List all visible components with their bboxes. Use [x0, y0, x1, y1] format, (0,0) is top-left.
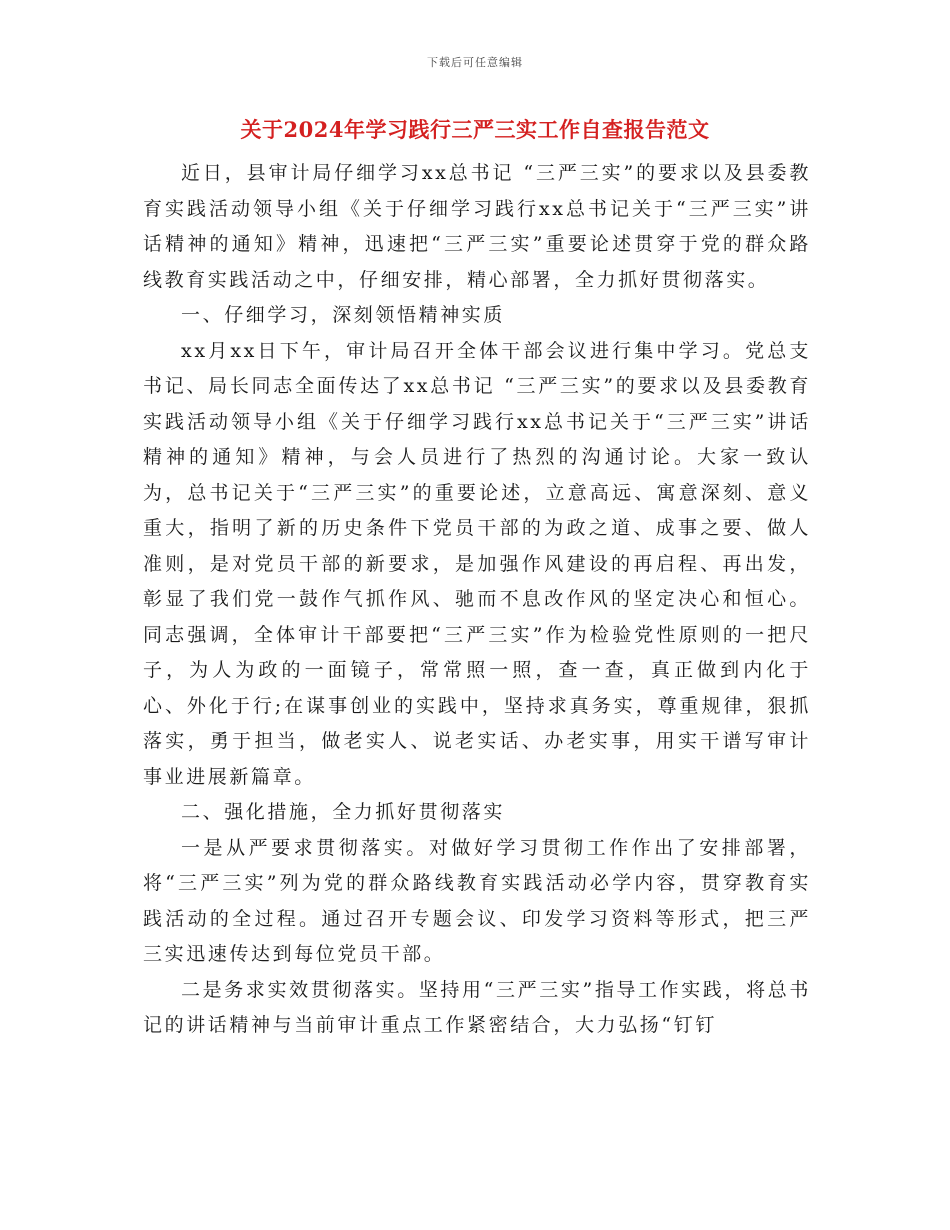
document-body [143, 156, 811, 1044]
paragraph-intro: 近日，县审计局仔细学习xx总书记 “三严三实”的要求以及县委教育实践活动领导小组《关于仔细学习践行xx总书记关于“三严三实”讲话精神的通知》精神，迅速把“三严三实”重要论述贯穿于党的群众路线教育实践活动之中，仔细安排，精心部署，全力抓好贯彻落实。 [143, 162, 811, 291]
paragraph-measure-2: 二是务求实效贯彻落实。坚持用“三严三实”指导工作实践，将总书记的讲话精神与当前审计重点工作紧密结合，大力弘扬“钉钉 [143, 978, 811, 1036]
paragraph-study: xx月xx日下午，审计局召开全体干部会议进行集中学习。党总支书记、局长同志全面传达了xx总书记 “三严三实”的要求以及县委教育实践活动领导小组《关于仔细学习践行xx总书记关于“三严三实”讲话精神的通知》精神，与会人员进行了热烈的沟通讨论。大家一致认为，总书记关于“三严三实”的重要论述，立意高远、寓意深刻、意义重大，指明了新的历史条件下党员干部的为政之道、成事之要、做人准则，是对党员干部的新要求，是加强作风建设的再启程、再出发，彰显了我们党一鼓作气抓作风、驰而不息改作风的坚定决心和恒心。同志强调，全体审计干部要把“三严三实”作为检验党性原则的一把尺子，为人为政的一面镜子，常常照一照，查一查，真正做到内化于心、外化于行;在谋事创业的实践中，坚持求真务实，尊重规律，狠抓落实，勇于担当，做老实人、说老实话、办老实事，用实干谱写审计事业进展新篇章。 [143, 339, 811, 788]
paragraph-measure-1: 一是从严要求贯彻落实。对做好学习贯彻工作作出了安排部署，将“三严三实”列为党的群众路线教育实践活动必学内容，贯穿教育实践活动的全过程。通过召开专题会议、印发学习资料等形式，把三严三实迅速传达到每位党员干部。 [143, 836, 811, 965]
document-title: 关于2024年学习践行三严三实工作自查报告范文 [240, 117, 710, 142]
section-heading-2: 二、强化措施，全力抓好贯彻落实 [181, 801, 506, 823]
header-note: 下载后可任意编辑 [427, 56, 523, 69]
section-heading-1: 一、仔细学习，深刻领悟精神实质 [181, 304, 506, 326]
